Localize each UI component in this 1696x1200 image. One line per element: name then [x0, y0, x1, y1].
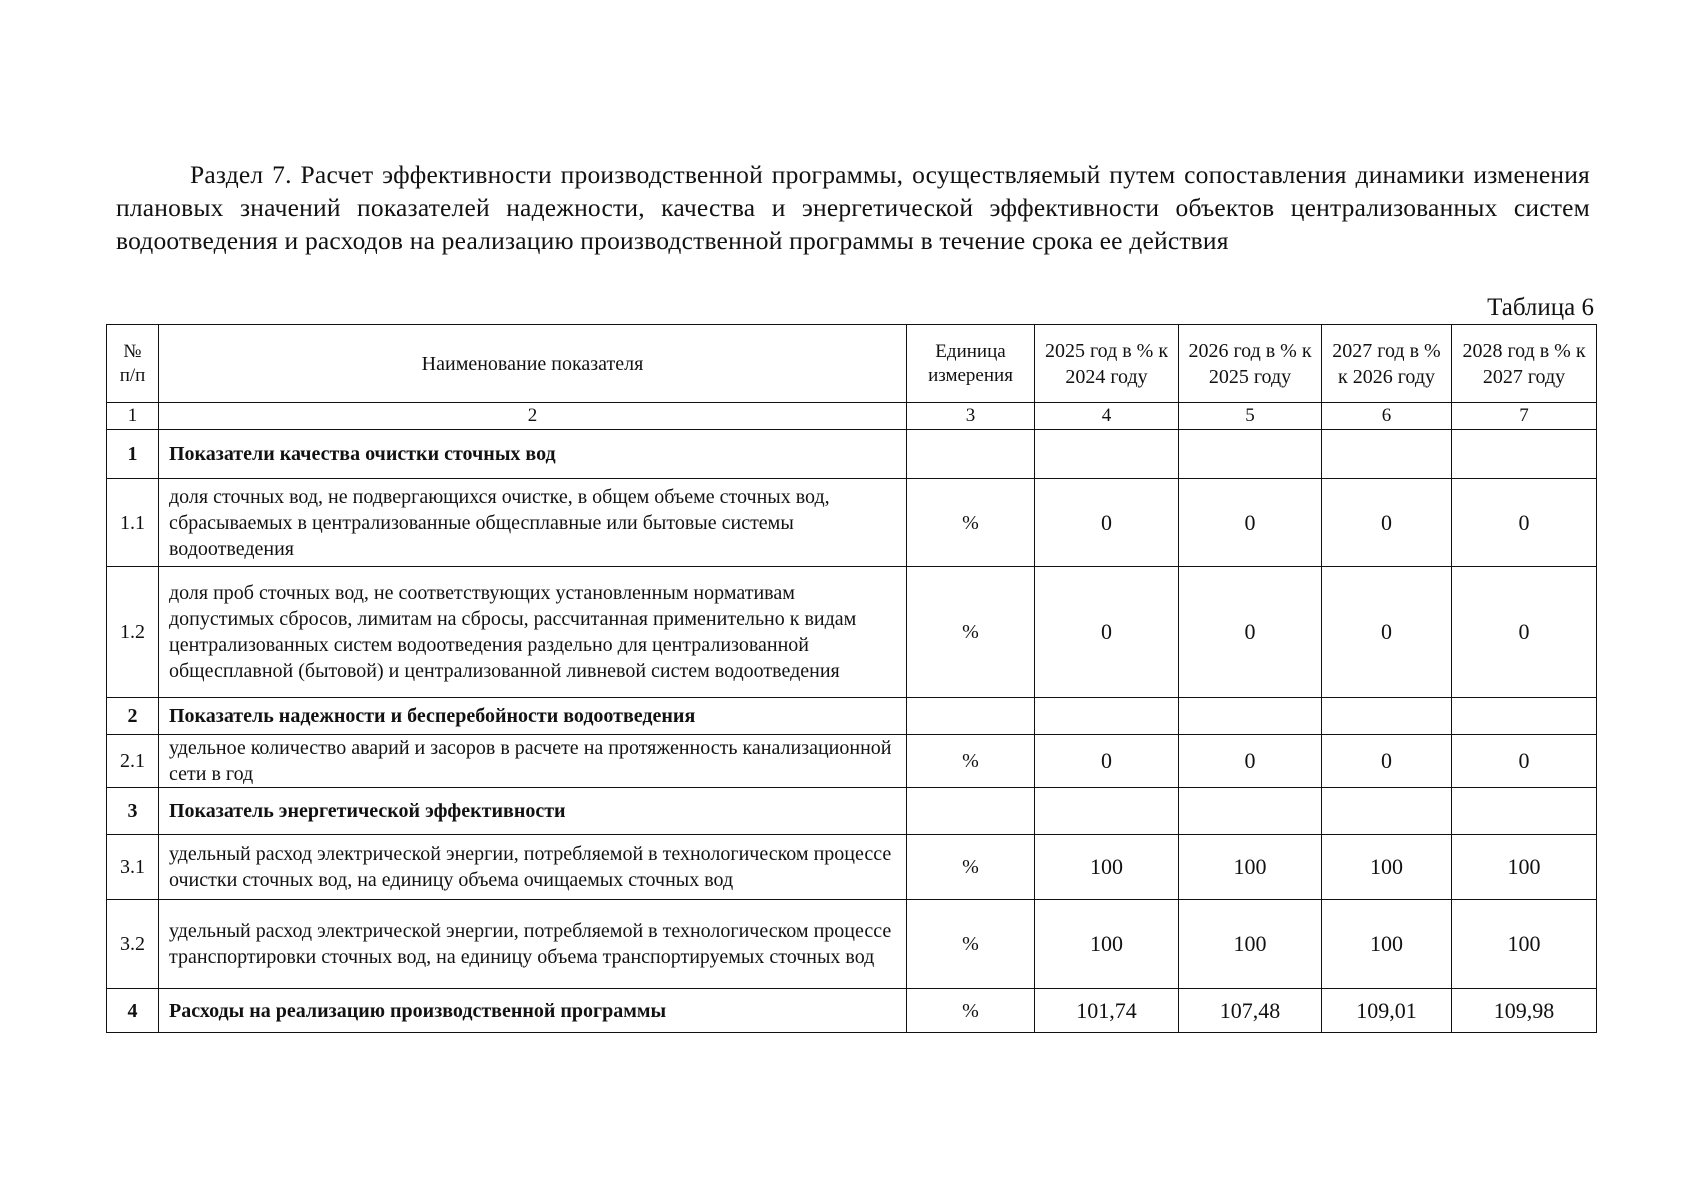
row-value-2028 [1452, 788, 1597, 835]
row-unit: % [907, 479, 1035, 567]
table-row [107, 900, 1597, 989]
row-unit: % [907, 989, 1035, 1033]
column-number: 7 [1452, 403, 1597, 430]
row-unit [907, 788, 1035, 835]
row-value-2026: 107,48 [1179, 989, 1322, 1033]
row-number: 4 [107, 989, 159, 1033]
row-value-2025: 100 [1035, 835, 1179, 900]
row-number: 1 [107, 430, 159, 479]
row-name: Показатель энергетической эффективности [159, 788, 907, 835]
row-value-2025 [1035, 430, 1179, 479]
row-unit: % [907, 835, 1035, 900]
column-number: 4 [1035, 403, 1179, 430]
row-value-2026 [1179, 698, 1322, 735]
row-value-2027: 100 [1322, 835, 1452, 900]
column-number: 1 [107, 403, 159, 430]
row-number: 1.2 [107, 567, 159, 698]
row-value-2027: 0 [1322, 567, 1452, 698]
row-value-2027: 0 [1322, 735, 1452, 788]
row-name: удельное количество аварий и засоров в расчете на протяженность канализационной сети в год [159, 735, 907, 788]
row-unit [907, 698, 1035, 735]
header-2025: 2025 год в % к 2024 году [1035, 325, 1179, 403]
row-value-2026: 0 [1179, 479, 1322, 567]
row-name: доля проб сточных вод, не соответствующих установленным нормативам допустимых сбросов, лимитам на сбросы, рассчитанная применительно к видам централизованных систем водоотведения раздельно для централизованной общесплавной (бытовой) и централизованной ливневой систем водоотведения [159, 567, 907, 698]
row-value-2027 [1322, 788, 1452, 835]
row-value-2025 [1035, 698, 1179, 735]
row-value-2026 [1179, 430, 1322, 479]
row-name: удельный расход электрической энергии, потребляемой в технологическом процессе очистки сточных вод, на единицу объема очищаемых сточных вод [159, 835, 907, 900]
row-value-2026: 0 [1179, 567, 1322, 698]
row-value-2025: 0 [1035, 479, 1179, 567]
row-value-2025 [1035, 788, 1179, 835]
table-row [107, 567, 1597, 698]
row-unit [907, 430, 1035, 479]
header-name: Наименование показателя [159, 325, 907, 403]
row-value-2027: 0 [1322, 479, 1452, 567]
row-value-2026: 100 [1179, 835, 1322, 900]
row-unit: % [907, 567, 1035, 698]
column-number-row [107, 403, 1597, 430]
indicators-table [106, 324, 1597, 1033]
table-row-total [107, 989, 1597, 1033]
row-value-2028: 0 [1452, 479, 1597, 567]
row-value-2028: 109,98 [1452, 989, 1597, 1033]
row-name: доля сточных вод, не подвергающихся очистке, в общем объеме сточных вод, сбрасываемых в централизованные общесплавные или бытовые системы водоотведения [159, 479, 907, 567]
row-number: 1.1 [107, 479, 159, 567]
header-num: № п/п [107, 325, 159, 403]
table-row [107, 735, 1597, 788]
table-row-section [107, 430, 1597, 479]
row-name: Показатель надежности и бесперебойности водоотведения [159, 698, 907, 735]
row-value-2027: 100 [1322, 900, 1452, 989]
row-value-2025: 0 [1035, 735, 1179, 788]
header-2026: 2026 год в % к 2025 году [1179, 325, 1322, 403]
table-label: Таблица 6 [1487, 294, 1594, 321]
row-number: 3.2 [107, 900, 159, 989]
row-value-2028: 100 [1452, 835, 1597, 900]
column-number: 5 [1179, 403, 1322, 430]
row-value-2025: 101,74 [1035, 989, 1179, 1033]
row-unit: % [907, 900, 1035, 989]
header-2028: 2028 год в % к 2027 году [1452, 325, 1597, 403]
row-number: 2.1 [107, 735, 159, 788]
row-number: 3.1 [107, 835, 159, 900]
row-number: 2 [107, 698, 159, 735]
row-value-2027 [1322, 430, 1452, 479]
row-value-2026 [1179, 788, 1322, 835]
row-value-2026: 0 [1179, 735, 1322, 788]
table-row-section [107, 698, 1597, 735]
column-number: 2 [159, 403, 907, 430]
row-number: 3 [107, 788, 159, 835]
row-value-2028: 0 [1452, 567, 1597, 698]
table-row [107, 479, 1597, 567]
row-value-2028: 0 [1452, 735, 1597, 788]
row-value-2028: 100 [1452, 900, 1597, 989]
header-row [107, 325, 1597, 403]
section-heading: Раздел 7. Расчет эффективности производственной программы, осуществляемый путем сопоставления динамики изменения плановых значений показателей надежности, качества и энергетической эффективности объектов централизованных систем водоотведения и расходов на реализацию производственной программы в течение срока ее действия [116, 160, 1590, 255]
table-row-section [107, 788, 1597, 835]
row-value-2027: 109,01 [1322, 989, 1452, 1033]
row-name: Показатели качества очистки сточных вод [159, 430, 907, 479]
row-name: Расходы на реализацию производственной программы [159, 989, 907, 1033]
row-unit: % [907, 735, 1035, 788]
header-unit: Единица измерения [907, 325, 1035, 403]
row-value-2025: 0 [1035, 567, 1179, 698]
column-number: 6 [1322, 403, 1452, 430]
row-name: удельный расход электрической энергии, потребляемой в технологическом процессе транспортировки сточных вод, на единицу объема транспортируемых сточных вод [159, 900, 907, 989]
row-value-2027 [1322, 698, 1452, 735]
header-2027: 2027 год в % к 2026 году [1322, 325, 1452, 403]
row-value-2026: 100 [1179, 900, 1322, 989]
row-value-2028 [1452, 698, 1597, 735]
column-number: 3 [907, 403, 1035, 430]
row-value-2028 [1452, 430, 1597, 479]
row-value-2025: 100 [1035, 900, 1179, 989]
table-row [107, 835, 1597, 900]
